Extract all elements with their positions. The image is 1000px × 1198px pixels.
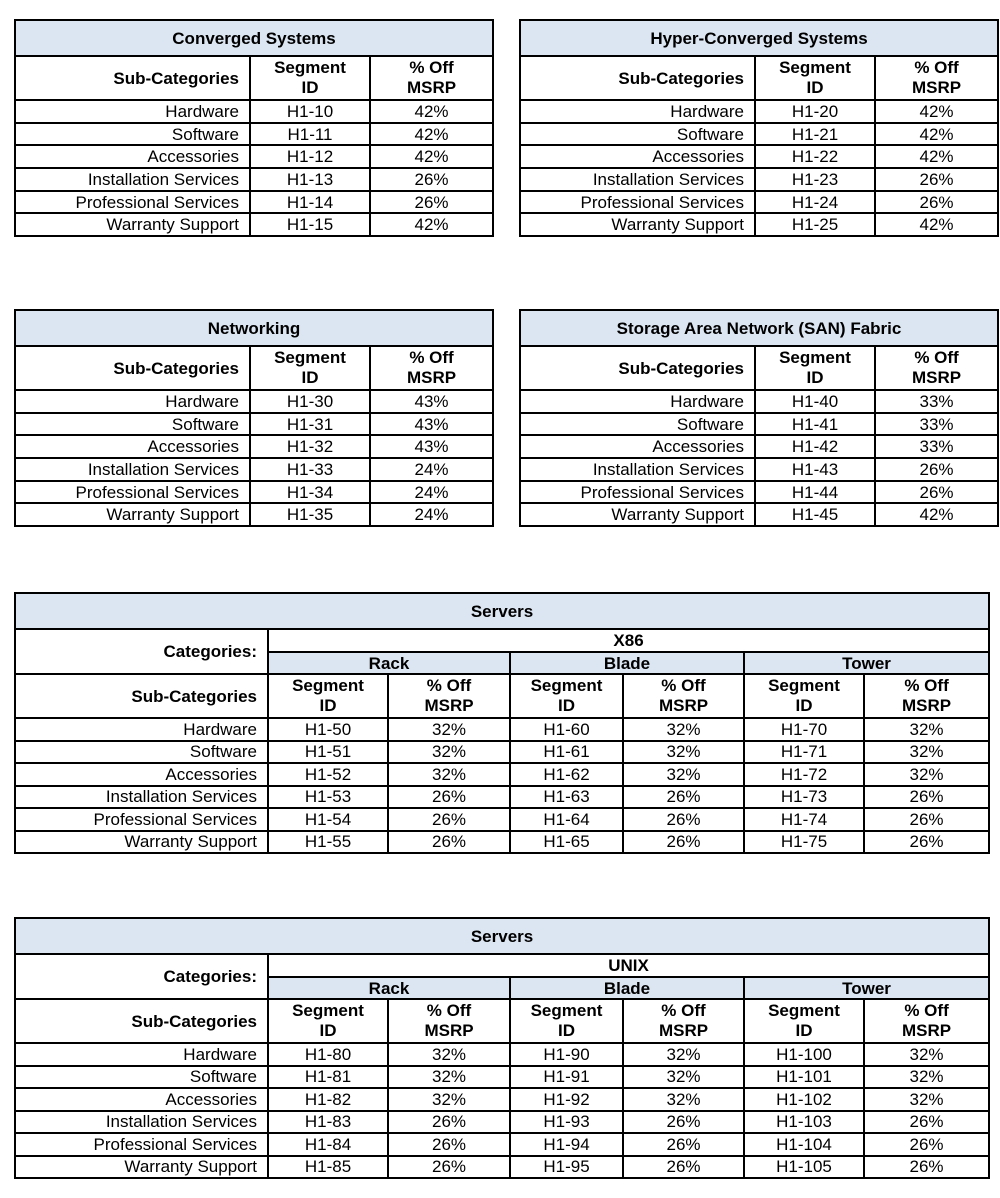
sub-category-cell: Warranty Support [15, 831, 268, 854]
segment-id-cell: H1-31 [250, 413, 370, 436]
segment-id-cell: H1-85 [268, 1156, 388, 1179]
sub-category-cell: Hardware [520, 100, 755, 123]
segment-id-cell: H1-55 [268, 831, 388, 854]
sub-category-cell: Professional Services [520, 481, 755, 504]
off-msrp-header: % Off MSRP [370, 56, 493, 100]
sub-category-cell: Installation Services [15, 1111, 268, 1134]
san-fabric-table [519, 309, 999, 527]
segment-id-cell: H1-84 [268, 1133, 388, 1156]
segment-id-cell: H1-74 [744, 808, 864, 831]
table-row [520, 481, 998, 504]
off-msrp-cell: 32% [864, 1066, 989, 1089]
sub-category-cell: Software [15, 1066, 268, 1089]
off-msrp-cell: 32% [623, 718, 744, 741]
segment-id-cell: H1-60 [510, 718, 623, 741]
off-msrp-cell: 24% [370, 458, 493, 481]
off-msrp-cell: 32% [388, 1043, 510, 1066]
sub-category-cell: Hardware [15, 100, 250, 123]
table-row [15, 413, 493, 436]
segment-id-cell: H1-54 [268, 808, 388, 831]
segment-id-cell: H1-34 [250, 481, 370, 504]
off-msrp-cell: 26% [623, 1133, 744, 1156]
sub-category-cell: Installation Services [15, 168, 250, 191]
sub-category-cell: Warranty Support [520, 503, 755, 526]
sub-category-cell: Accessories [15, 145, 250, 168]
off-msrp-cell: 26% [623, 1111, 744, 1134]
off-msrp-cell: 32% [623, 1066, 744, 1089]
segment-id-cell: H1-50 [268, 718, 388, 741]
off-msrp-cell: 32% [864, 1088, 989, 1111]
off-msrp-cell: 26% [864, 1156, 989, 1179]
segment-id-cell: H1-21 [755, 123, 875, 146]
segment-id-cell: H1-72 [744, 763, 864, 786]
off-msrp-cell: 26% [623, 786, 744, 809]
table-row [15, 191, 493, 214]
table-title: Converged Systems [15, 20, 493, 56]
segment-id-cell: H1-91 [510, 1066, 623, 1089]
table-row [520, 191, 998, 214]
table-row [15, 145, 493, 168]
sub-category-cell: Installation Services [520, 168, 755, 191]
off-msrp-cell: 26% [875, 191, 998, 214]
off-msrp-cell: 42% [370, 145, 493, 168]
segment-id-header: Segment ID [268, 999, 388, 1043]
off-msrp-cell: 32% [623, 1088, 744, 1111]
off-msrp-cell: 32% [864, 1043, 989, 1066]
segment-id-cell: H1-75 [744, 831, 864, 854]
off-msrp-header: % Off MSRP [864, 674, 989, 718]
table-row [15, 458, 493, 481]
sub-categories-header: Sub-Categories [520, 346, 755, 390]
hyper-converged-systems-table [519, 19, 999, 237]
segment-id-cell: H1-83 [268, 1111, 388, 1134]
segment-id-header: Segment ID [755, 56, 875, 100]
table-row [15, 1066, 989, 1089]
segment-id-cell: H1-35 [250, 503, 370, 526]
table-row [520, 458, 998, 481]
sub-category-cell: Professional Services [15, 1133, 268, 1156]
servers-x86-table [14, 592, 990, 854]
segment-id-cell: H1-102 [744, 1088, 864, 1111]
table-title: Networking [15, 310, 493, 346]
table-row [520, 503, 998, 526]
table-row [15, 786, 989, 809]
sub-category-cell: Software [15, 413, 250, 436]
sub-category-cell: Software [520, 123, 755, 146]
table-row [520, 413, 998, 436]
segment-id-header: Segment ID [510, 999, 623, 1043]
segment-id-cell: H1-100 [744, 1043, 864, 1066]
servers-unix-table [14, 917, 990, 1179]
segment-id-cell: H1-11 [250, 123, 370, 146]
table-title: Servers [15, 918, 989, 954]
segment-id-cell: H1-62 [510, 763, 623, 786]
off-msrp-cell: 42% [370, 100, 493, 123]
sub-category-cell: Warranty Support [15, 213, 250, 236]
sub-category-cell: Hardware [15, 718, 268, 741]
sub-category-cell: Software [520, 413, 755, 436]
segment-id-cell: H1-42 [755, 435, 875, 458]
table-row [15, 503, 493, 526]
segment-id-header: Segment ID [510, 674, 623, 718]
table-title: Storage Area Network (SAN) Fabric [520, 310, 998, 346]
table-row [520, 168, 998, 191]
sub-category-cell: Installation Services [520, 458, 755, 481]
off-msrp-header: % Off MSRP [388, 674, 510, 718]
off-msrp-header: % Off MSRP [864, 999, 989, 1043]
sub-category-cell: Warranty Support [520, 213, 755, 236]
off-msrp-cell: 26% [388, 1156, 510, 1179]
off-msrp-cell: 32% [388, 718, 510, 741]
off-msrp-cell: 26% [875, 481, 998, 504]
off-msrp-cell: 26% [623, 808, 744, 831]
segment-id-cell: H1-73 [744, 786, 864, 809]
segment-id-cell: H1-101 [744, 1066, 864, 1089]
table-row [15, 390, 493, 413]
segment-id-cell: H1-82 [268, 1088, 388, 1111]
sub-categories-header: Sub-Categories [520, 56, 755, 100]
sub-category-cell: Professional Services [15, 481, 250, 504]
table-row [15, 1111, 989, 1134]
segment-id-header: Segment ID [250, 346, 370, 390]
off-msrp-cell: 32% [864, 741, 989, 764]
table-row [520, 390, 998, 413]
off-msrp-cell: 24% [370, 503, 493, 526]
sub-category-cell: Accessories [15, 1088, 268, 1111]
categories-label: Categories: [15, 629, 268, 674]
table-row [15, 718, 989, 741]
off-msrp-cell: 26% [875, 168, 998, 191]
segment-id-cell: H1-15 [250, 213, 370, 236]
sub-category-cell: Warranty Support [15, 1156, 268, 1179]
off-msrp-cell: 42% [875, 100, 998, 123]
segment-id-cell: H1-45 [755, 503, 875, 526]
table-row [15, 763, 989, 786]
off-msrp-cell: 42% [875, 213, 998, 236]
segment-id-cell: H1-52 [268, 763, 388, 786]
segment-id-cell: H1-23 [755, 168, 875, 191]
group-rack: Rack [268, 652, 510, 674]
off-msrp-cell: 26% [388, 1133, 510, 1156]
table-row [15, 831, 989, 854]
converged-systems-table [14, 19, 494, 237]
off-msrp-cell: 26% [864, 831, 989, 854]
off-msrp-cell: 32% [623, 1043, 744, 1066]
segment-id-cell: H1-14 [250, 191, 370, 214]
table-row [15, 481, 493, 504]
off-msrp-cell: 26% [623, 1156, 744, 1179]
off-msrp-cell: 43% [370, 390, 493, 413]
off-msrp-header: % Off MSRP [370, 346, 493, 390]
group-tower: Tower [744, 652, 989, 674]
segment-id-cell: H1-103 [744, 1111, 864, 1134]
off-msrp-cell: 26% [388, 831, 510, 854]
off-msrp-cell: 33% [875, 390, 998, 413]
table-row [520, 213, 998, 236]
segment-id-cell: H1-30 [250, 390, 370, 413]
segment-id-cell: H1-61 [510, 741, 623, 764]
off-msrp-cell: 26% [370, 191, 493, 214]
sub-category-cell: Accessories [520, 435, 755, 458]
off-msrp-cell: 32% [388, 1066, 510, 1089]
table-row [15, 1043, 989, 1066]
segment-id-cell: H1-92 [510, 1088, 623, 1111]
category-name: UNIX [268, 954, 989, 977]
segment-id-cell: H1-22 [755, 145, 875, 168]
segment-id-header: Segment ID [755, 346, 875, 390]
off-msrp-cell: 42% [875, 503, 998, 526]
sub-category-cell: Accessories [520, 145, 755, 168]
table-row [520, 435, 998, 458]
off-msrp-cell: 26% [864, 1133, 989, 1156]
off-msrp-cell: 26% [388, 1111, 510, 1134]
segment-id-cell: H1-10 [250, 100, 370, 123]
off-msrp-cell: 33% [875, 435, 998, 458]
segment-id-cell: H1-63 [510, 786, 623, 809]
off-msrp-cell: 43% [370, 435, 493, 458]
segment-id-cell: H1-95 [510, 1156, 623, 1179]
table-row [15, 1088, 989, 1111]
segment-id-cell: H1-25 [755, 213, 875, 236]
segment-id-header: Segment ID [268, 674, 388, 718]
table-row [15, 808, 989, 831]
off-msrp-cell: 32% [864, 763, 989, 786]
segment-id-cell: H1-71 [744, 741, 864, 764]
sub-category-cell: Accessories [15, 435, 250, 458]
group-tower: Tower [744, 977, 989, 999]
off-msrp-cell: 42% [875, 123, 998, 146]
sub-category-cell: Professional Services [15, 808, 268, 831]
off-msrp-cell: 26% [864, 786, 989, 809]
segment-id-cell: H1-80 [268, 1043, 388, 1066]
segment-id-cell: H1-44 [755, 481, 875, 504]
off-msrp-cell: 26% [864, 1111, 989, 1134]
segment-id-cell: H1-93 [510, 1111, 623, 1134]
sub-category-cell: Installation Services [15, 458, 250, 481]
sub-category-cell: Software [15, 123, 250, 146]
networking-table [14, 309, 494, 527]
table-row [15, 100, 493, 123]
off-msrp-cell: 26% [864, 808, 989, 831]
table-row [15, 123, 493, 146]
off-msrp-cell: 26% [623, 831, 744, 854]
table-row [15, 213, 493, 236]
sub-categories-header: Sub-Categories [15, 999, 268, 1043]
segment-id-header: Segment ID [744, 674, 864, 718]
table-row [15, 168, 493, 191]
off-msrp-header: % Off MSRP [875, 346, 998, 390]
sub-category-cell: Warranty Support [15, 503, 250, 526]
off-msrp-cell: 42% [370, 123, 493, 146]
segment-id-cell: H1-12 [250, 145, 370, 168]
sub-category-cell: Software [15, 741, 268, 764]
segment-id-header: Segment ID [744, 999, 864, 1043]
off-msrp-cell: 32% [623, 741, 744, 764]
off-msrp-cell: 26% [370, 168, 493, 191]
off-msrp-cell: 32% [388, 763, 510, 786]
segment-id-header: Segment ID [250, 56, 370, 100]
group-rack: Rack [268, 977, 510, 999]
off-msrp-cell: 32% [388, 1088, 510, 1111]
sub-categories-header: Sub-Categories [15, 56, 250, 100]
table-row [520, 100, 998, 123]
off-msrp-header: % Off MSRP [623, 674, 744, 718]
segment-id-cell: H1-40 [755, 390, 875, 413]
table-row [15, 435, 493, 458]
off-msrp-cell: 32% [864, 718, 989, 741]
segment-id-cell: H1-105 [744, 1156, 864, 1179]
table-row [520, 123, 998, 146]
sub-category-cell: Professional Services [520, 191, 755, 214]
off-msrp-cell: 26% [875, 458, 998, 481]
segment-id-cell: H1-70 [744, 718, 864, 741]
table-row [15, 1156, 989, 1179]
off-msrp-header: % Off MSRP [875, 56, 998, 100]
off-msrp-cell: 42% [370, 213, 493, 236]
sub-category-cell: Accessories [15, 763, 268, 786]
sub-categories-header: Sub-Categories [15, 346, 250, 390]
off-msrp-cell: 33% [875, 413, 998, 436]
segment-id-cell: H1-24 [755, 191, 875, 214]
segment-id-cell: H1-43 [755, 458, 875, 481]
category-name: X86 [268, 629, 989, 652]
off-msrp-header: % Off MSRP [623, 999, 744, 1043]
categories-label: Categories: [15, 954, 268, 999]
sub-category-cell: Hardware [520, 390, 755, 413]
segment-id-cell: H1-41 [755, 413, 875, 436]
segment-id-cell: H1-64 [510, 808, 623, 831]
off-msrp-cell: 42% [875, 145, 998, 168]
off-msrp-cell: 26% [388, 786, 510, 809]
table-row [15, 1133, 989, 1156]
segment-id-cell: H1-104 [744, 1133, 864, 1156]
table-row [15, 741, 989, 764]
sub-category-cell: Professional Services [15, 191, 250, 214]
segment-id-cell: H1-81 [268, 1066, 388, 1089]
sub-category-cell: Installation Services [15, 786, 268, 809]
segment-id-cell: H1-51 [268, 741, 388, 764]
segment-id-cell: H1-20 [755, 100, 875, 123]
sub-category-cell: Hardware [15, 1043, 268, 1066]
segment-id-cell: H1-94 [510, 1133, 623, 1156]
sub-categories-header: Sub-Categories [15, 674, 268, 718]
segment-id-cell: H1-90 [510, 1043, 623, 1066]
segment-id-cell: H1-32 [250, 435, 370, 458]
off-msrp-cell: 32% [623, 763, 744, 786]
sub-category-cell: Hardware [15, 390, 250, 413]
off-msrp-cell: 43% [370, 413, 493, 436]
off-msrp-cell: 24% [370, 481, 493, 504]
segment-id-cell: H1-13 [250, 168, 370, 191]
table-title: Servers [15, 593, 989, 629]
table-row [520, 145, 998, 168]
off-msrp-cell: 26% [388, 808, 510, 831]
segment-id-cell: H1-53 [268, 786, 388, 809]
off-msrp-header: % Off MSRP [388, 999, 510, 1043]
segment-id-cell: H1-33 [250, 458, 370, 481]
off-msrp-cell: 32% [388, 741, 510, 764]
group-blade: Blade [510, 652, 744, 674]
segment-id-cell: H1-65 [510, 831, 623, 854]
table-title: Hyper-Converged Systems [520, 20, 998, 56]
group-blade: Blade [510, 977, 744, 999]
